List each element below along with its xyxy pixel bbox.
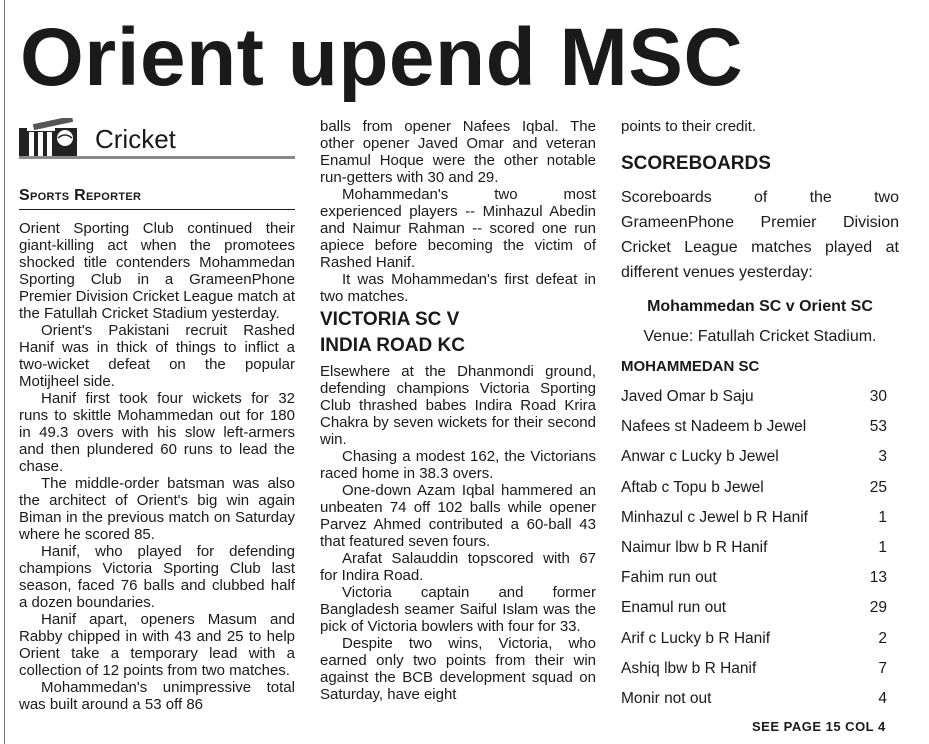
- article-body-col2b: [320, 363, 596, 703]
- batsman: Ashiq lbw b R Hanif: [621, 659, 757, 677]
- runs: 4: [878, 689, 887, 707]
- paragraph: Orient Sporting Club continued their giant-killing act when the promotees shocked title contenders Mohammedan Sporting Club in a GrameenPhone Premier Division Cricket League match at the Fatullah Cricket Stadium yesterday.: [19, 220, 295, 322]
- article-body-col1: [19, 220, 295, 713]
- byline-rule: [19, 209, 295, 210]
- runs: 1: [878, 538, 887, 556]
- runs: 7: [878, 659, 887, 677]
- scorecard-row: [621, 507, 899, 537]
- paragraph: The middle-order batsman was also the architect of Orient's big win again Biman in the previous match on Saturday where he scored 85.: [19, 475, 295, 543]
- runs: 25: [869, 478, 887, 496]
- paragraph: Mohammedan's unimpressive total was built around a 53 off 86: [19, 679, 295, 713]
- section-rule: [19, 156, 295, 159]
- paragraph: balls from opener Nafees Iqbal. The other opener Javed Omar and veteran Enamul Hoque were the other notable run-getters with 30 and 29.: [320, 118, 596, 186]
- scorecard-row: [621, 688, 899, 718]
- scorecard-row: [621, 386, 899, 416]
- byline: Sports Reporter: [19, 187, 142, 204]
- column-2: [320, 118, 596, 703]
- scorecard-row: [621, 537, 899, 567]
- scorecard: [621, 386, 899, 718]
- venue: Venue: Fatullah Cricket Stadium.: [643, 328, 877, 345]
- paragraph: Hanif first took four wickets for 32 runs to skittle Mohammedan out for 180 in 49.3 overs with his slow left-armers and then plundered 60 runs to lead the chase.: [19, 390, 295, 475]
- paragraph: It was Mohammedan's first defeat in two matches.: [320, 271, 596, 305]
- batsman: Aftab c Topu b Jewel: [621, 478, 764, 496]
- subhead-line: VICTORIA SC V: [320, 309, 460, 330]
- paragraph: Elsewhere at the Dhanmondi ground, defending champions Victoria Sporting Club thrashed babes Indira Road Krira Chakra by seven wickets for their second win.: [320, 363, 596, 448]
- paragraph: Chasing a modest 162, the Victorians raced home in 38.3 overs.: [320, 448, 596, 482]
- batsman: Enamul run out: [621, 599, 727, 617]
- runs: 29: [869, 599, 887, 617]
- section-header: [19, 118, 295, 160]
- runs: 30: [869, 388, 887, 405]
- article-body-col2: [320, 118, 596, 305]
- batsman: Javed Omar b Saju: [621, 388, 754, 405]
- paragraph: Orient's Pakistani recruit Rashed Hanif was in thick of things to inflict a two-wicket defeat on the popular Motijheel side.: [19, 322, 295, 390]
- column-rule: [4, 0, 5, 744]
- batsman: Fahim run out: [621, 569, 717, 587]
- batsman: Naimur lbw b R Hanif: [621, 538, 768, 556]
- runs: 3: [878, 448, 887, 466]
- subhead-line: INDIA ROAD KC: [320, 335, 465, 356]
- batsman: Arif c Lucky b R Hanif: [621, 629, 771, 647]
- runs: 53: [869, 418, 887, 436]
- paragraph: Hanif, who played for defending champions Victoria Sporting Club last season, faced 76 balls and clubbed half a dozen boundaries.: [19, 543, 295, 611]
- scorecard-row: [621, 658, 899, 688]
- paragraph: Arafat Salauddin topscored with 67 for Indira Road.: [320, 550, 596, 584]
- scoreboards-heading: SCOREBOARDS: [621, 153, 771, 174]
- batsman: Minhazul c Jewel b R Hanif: [621, 508, 808, 526]
- paragraph: One-down Azam Iqbal hammered an unbeaten 74 off 102 balls while opener Parvez Ahmed contributed a 60-ball 43 that featured seven fours.: [320, 482, 596, 550]
- scorecard-row: [621, 597, 899, 627]
- subhead: [320, 307, 596, 359]
- batsman: Monir not out: [621, 689, 712, 707]
- headline: Orient upend MSC: [20, 12, 744, 103]
- paragraph: Hanif apart, openers Masum and Rabby chipped in with 43 and 25 to help Orient take a temporary lead with a collection of 12 points from two matches.: [19, 611, 295, 679]
- scorecard-row: [621, 446, 899, 476]
- scorecard-row: [621, 567, 899, 597]
- cricket-stumps-icon: [19, 118, 91, 158]
- match-title: Mohammedan SC v Orient SC: [647, 298, 873, 315]
- section-label: Cricket: [95, 124, 176, 154]
- paragraph: points to their credit.: [621, 118, 757, 135]
- paragraph: Victoria captain and former Bangladesh seamer Saiful Islam was the pick of Victoria bowlers with four for 33.: [320, 584, 596, 635]
- continuation-note: SEE PAGE 15 COL 4: [752, 719, 886, 734]
- article-continuation: [621, 118, 899, 135]
- batsman: Nafees st Nadeem b Jewel: [621, 418, 807, 436]
- paragraph: Despite two wins, Victoria, who earned only two points from their win against the BCB development squad on Saturday, have eight: [320, 635, 596, 703]
- scoreboards-intro: Scoreboards of the two GrameenPhone Premier Division Cricket League matches played at different venues yesterday:: [621, 189, 899, 281]
- runs: 1: [878, 508, 887, 526]
- runs: 13: [869, 569, 887, 587]
- scorecard-row: [621, 628, 899, 658]
- scorecard-row: [621, 416, 899, 446]
- batsman: Anwar c Lucky b Jewel: [621, 448, 779, 466]
- column-1: [19, 118, 295, 713]
- paragraph: Mohammedan's two most experienced players -- Minhazul Abedin and Naimur Rahman -- scored one run apiece before becoming the victim of Rashed Hanif.: [320, 186, 596, 271]
- runs: 2: [878, 629, 887, 647]
- scorecard-row: [621, 477, 899, 507]
- column-3: [621, 118, 899, 718]
- team-heading: MOHAMMEDAN SC: [621, 358, 760, 375]
